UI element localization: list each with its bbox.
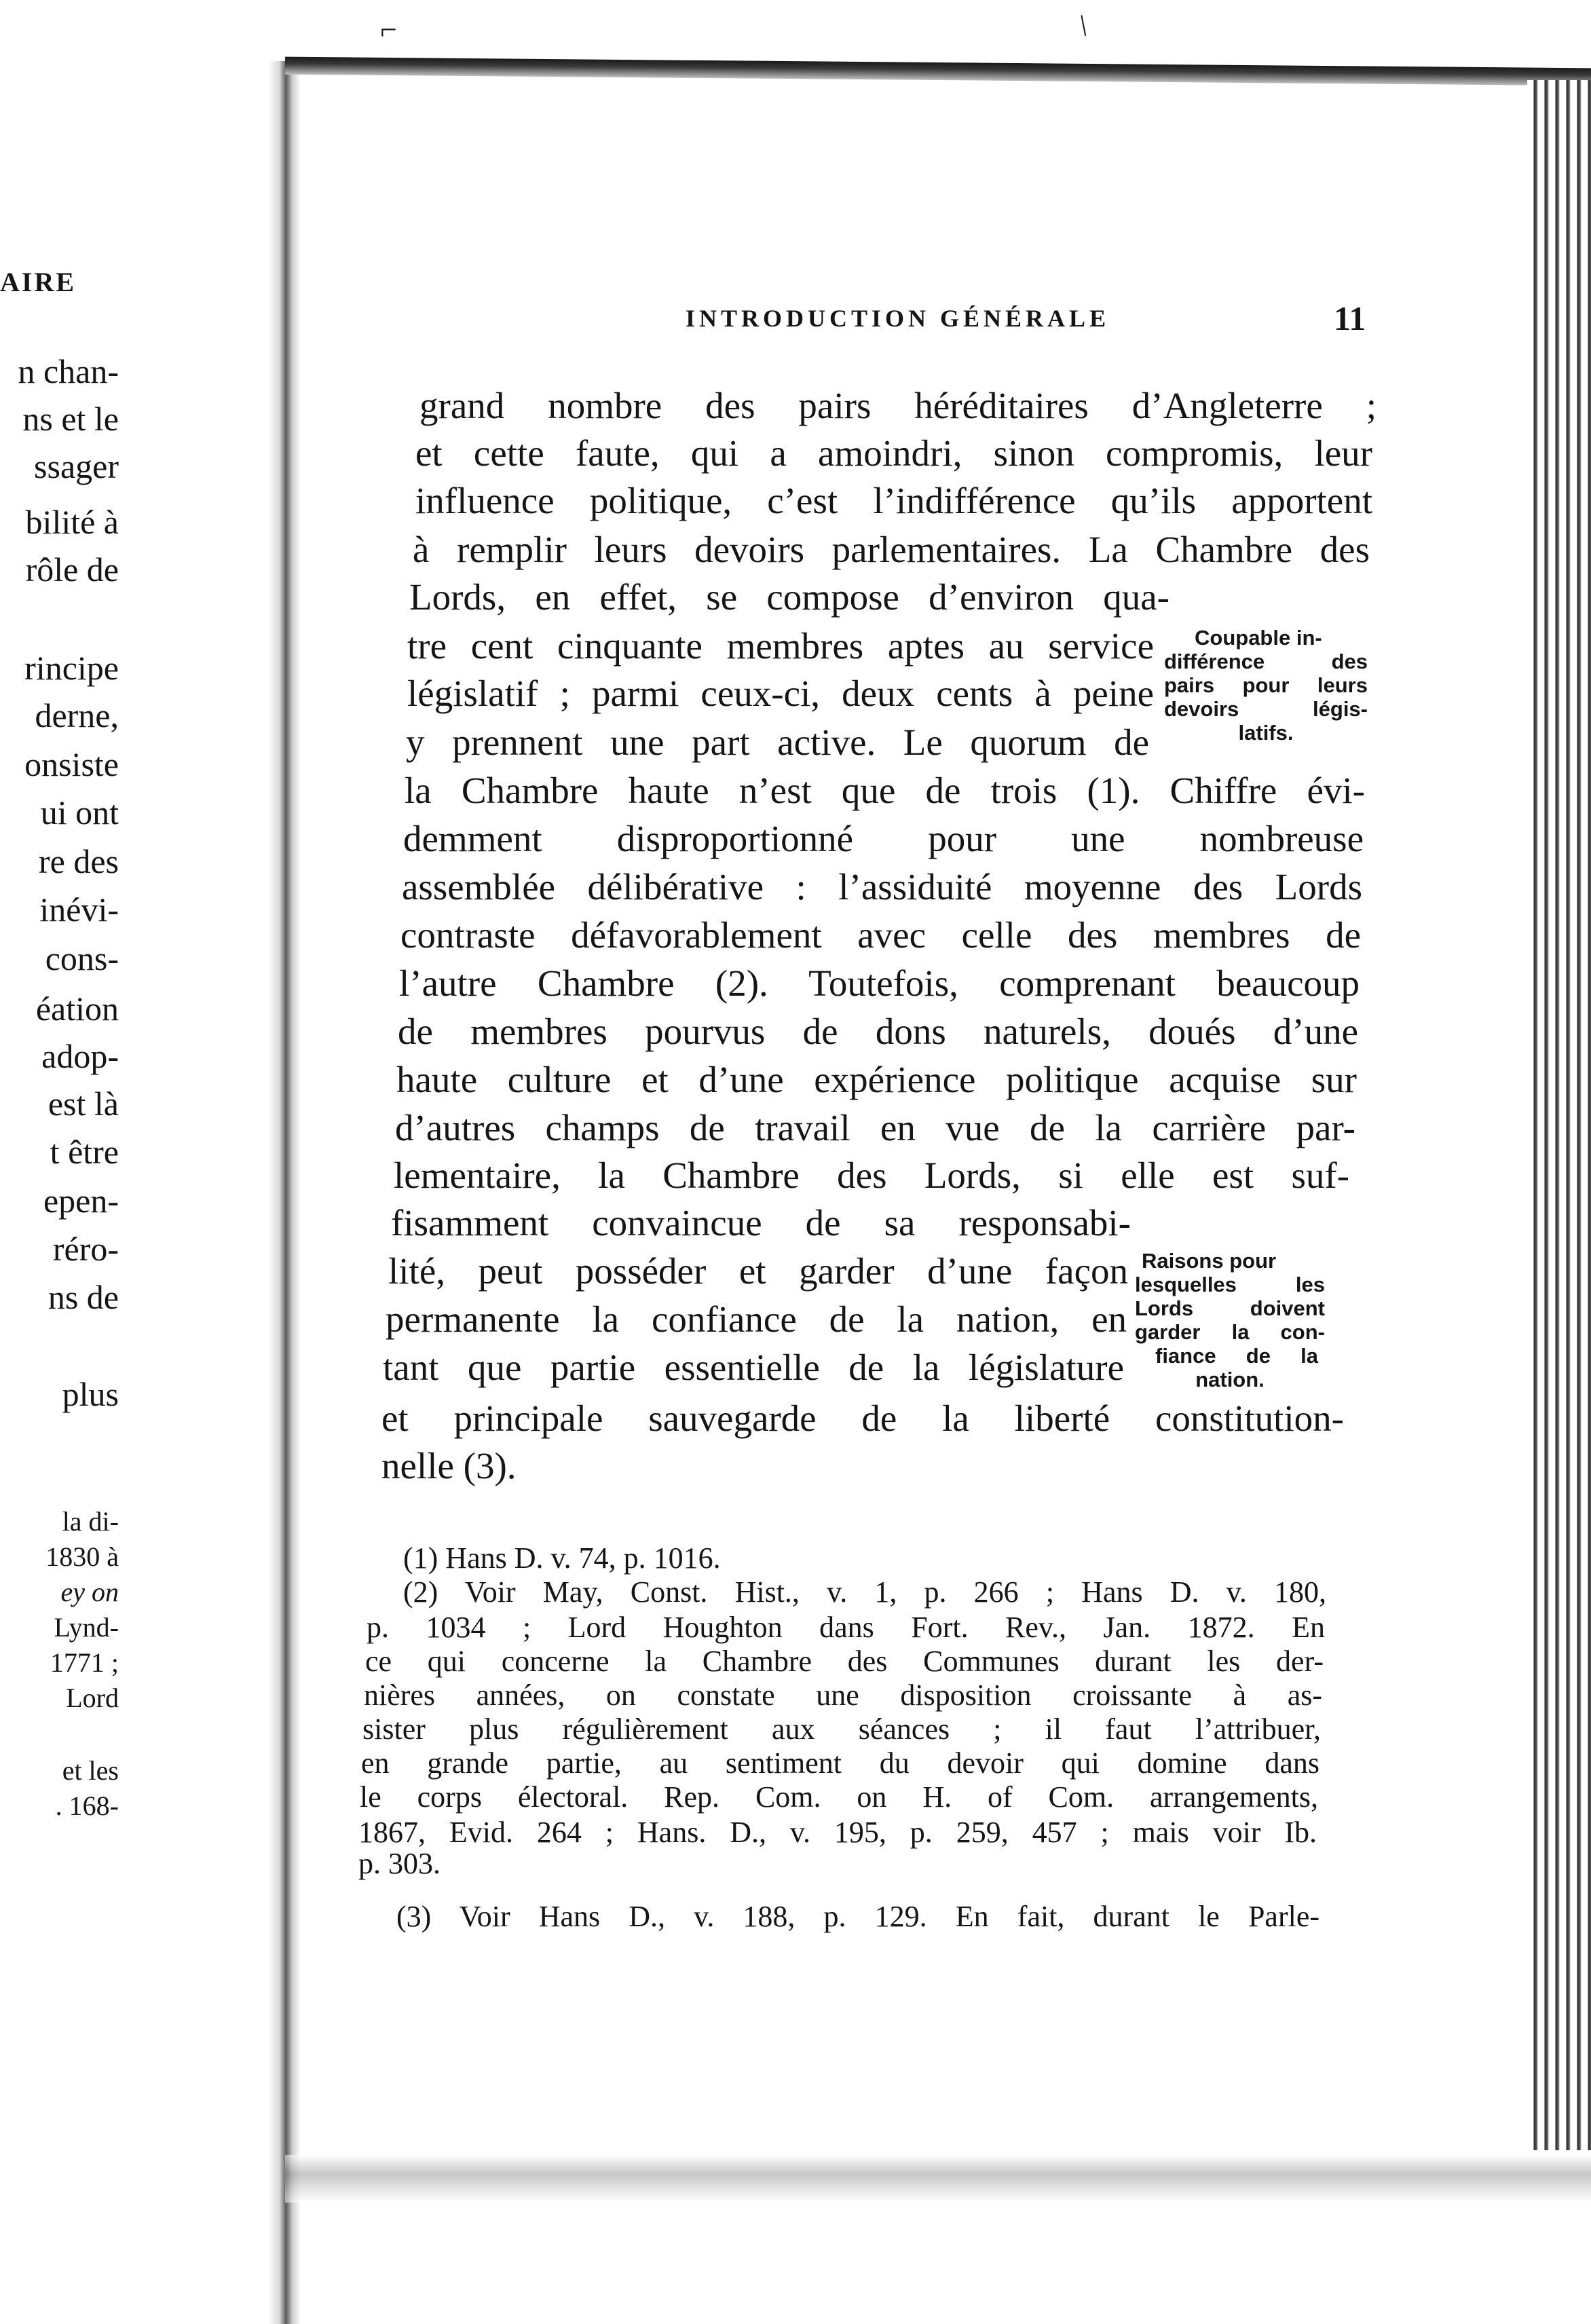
margin-note-line: Lords doivent: [1135, 1296, 1325, 1320]
running-head: INTRODUCTION GÉNÉRALE: [686, 305, 1110, 332]
footnote-line: p. 1034 ; Lord Houghton dans Fort. Rev., Jan. 1872. En: [367, 1611, 1325, 1644]
body-line: assemblée délibérative : l’assiduité moyenne des Lords: [402, 866, 1362, 907]
footnote-line: (3) Voir Hans D., v. 188, p. 129. En fait, durant le Parle-: [396, 1900, 1319, 1933]
page-bottom-edge: [285, 2155, 1591, 2203]
left-line: n chan-: [18, 352, 119, 390]
left-line: re des: [39, 842, 119, 880]
left-line: ui ont: [40, 793, 119, 831]
footnote-line: (2) Voir May, Const. Hist., v. 1, p. 266 ; Hans D. v. 180,: [403, 1575, 1326, 1609]
margin-note-line: latifs.: [1238, 721, 1294, 745]
body-line: l’autre Chambre (2). Toutefois, comprenant beaucoup: [399, 962, 1360, 1004]
body-line: y prennent une part active. Le quorum de: [406, 721, 1149, 763]
body-line: permanente la confiance de la nation, en: [386, 1298, 1127, 1340]
margin-note-line: lesquelles les: [1135, 1273, 1325, 1296]
left-page-fragment: [0, 0, 272, 2324]
body-line: à remplir leurs devoirs parlementaires. La Chambre des: [413, 529, 1370, 570]
body-line: fisamment convaincue de sa responsabi-: [391, 1202, 1131, 1243]
body-line: de membres pourvus de dons naturels, doués d’une: [398, 1011, 1358, 1052]
left-note-line: la di-: [62, 1506, 119, 1537]
margin-note-line: pairs pour leurs: [1164, 673, 1368, 697]
body-line: tre cent cinquante membres aptes au service: [407, 625, 1154, 667]
left-line: derne,: [35, 696, 119, 734]
left-line: rôle de: [25, 550, 119, 588]
margin-note-line: garder la con-: [1135, 1320, 1325, 1344]
left-line: ssager: [34, 447, 119, 485]
left-page-text: [0, 0, 272, 2324]
body-line: la Chambre haute n’est que de trois (1). Chiffre évi-: [405, 770, 1365, 811]
body-line: législatif ; parmi ceux-ci, deux cents à peine: [407, 673, 1154, 714]
left-line: plus: [62, 1375, 119, 1413]
left-note-line: Lynd-: [54, 1612, 119, 1643]
left-note-line: 1771 ;: [50, 1647, 119, 1678]
footnote-line: 1867, Evid. 264 ; Hans. D., v. 195, p. 259, 457 ; mais voir Ib.: [358, 1816, 1317, 1849]
body-line: demment disproportionné pour une nombreuse: [403, 818, 1364, 859]
left-line: adop-: [41, 1037, 119, 1075]
body-line: et cette faute, qui a amoindri, sinon compromis, leur: [415, 432, 1372, 474]
left-line: inévi-: [39, 891, 119, 929]
left-note-line: . 168-: [55, 1791, 119, 1821]
body-line: nelle (3).: [381, 1445, 517, 1486]
margin-note-reasons: [1135, 1249, 1325, 1391]
footnote-line: nières années, on constate une disposition croissante à as-: [364, 1679, 1322, 1712]
body-line: tant que partie essentielle de la législature: [383, 1347, 1124, 1388]
scan-mark-2: /: [1071, 9, 1096, 42]
margin-note-line: différence des: [1164, 650, 1368, 673]
left-note-line: 1830 à: [45, 1541, 119, 1572]
left-note-line: ey on: [60, 1577, 119, 1607]
left-note-line: Lord: [66, 1683, 119, 1713]
footnote-line: sister plus régulièrement aux séances ; il faut l’attribuer,: [362, 1712, 1321, 1746]
body-line: d’autres champs de travail en vue de la carrière par-: [395, 1107, 1355, 1148]
body-line: grand nombre des pairs héréditaires d’Angleterre ;: [419, 385, 1377, 426]
page-number: 11: [1334, 299, 1366, 337]
body-line: lementaire, la Chambre des Lords, si elle est suf-: [394, 1155, 1349, 1196]
footnote-line: en grande partie, au sentiment du devoir qui domine dans: [361, 1746, 1319, 1780]
footnote-line: ce qui concerne la Chambre des Communes durant les der-: [365, 1645, 1324, 1678]
left-line: ns de: [48, 1278, 119, 1316]
left-line: onsiste: [24, 745, 119, 783]
footnote-line: le corps électoral. Rep. Com. on H. of Com. arrangements,: [360, 1780, 1318, 1814]
left-line: bilité à: [25, 503, 119, 541]
margin-note-line: fiance de la: [1155, 1344, 1318, 1368]
body-line: contraste défavorablement avec celle des membres de: [400, 914, 1361, 956]
left-page-running-head: AIRE: [0, 267, 77, 297]
body-line: haute culture et d’une expérience politique acquise sur: [396, 1059, 1357, 1100]
body-line: influence politique, c’est l’indifférence qu’ils apportent: [415, 480, 1372, 521]
scan-mark-1: ⌐: [380, 13, 397, 46]
left-line: rincipe: [24, 649, 119, 687]
left-line: réro-: [52, 1230, 119, 1268]
margin-note-line: Raisons pour: [1142, 1249, 1277, 1273]
footnote-line: p. 303.: [358, 1847, 441, 1880]
left-line: est là: [48, 1085, 119, 1123]
body-line: et principale sauvegarde de la liberté constitution-: [381, 1398, 1344, 1439]
left-note-line: et les: [62, 1755, 119, 1786]
left-line: t être: [50, 1133, 119, 1171]
margin-note-line: Coupable in-: [1195, 626, 1322, 650]
left-line: cons-: [45, 939, 119, 977]
body-line: lité, peut posséder et garder d’une façon: [388, 1250, 1128, 1292]
margin-note-line: devoirs légis-: [1164, 697, 1368, 721]
page-stack-edge: [1527, 80, 1591, 2150]
margin-note-indifference: [1164, 626, 1368, 745]
left-line: éation: [35, 990, 119, 1028]
margin-note-line: nation.: [1195, 1368, 1265, 1391]
left-line: ns et le: [22, 400, 119, 438]
footnote-line: (1) Hans D. v. 74, p. 1016.: [403, 1541, 721, 1575]
body-line: Lords, en effet, se compose d’environ qua-: [409, 576, 1169, 618]
left-line: epen-: [43, 1182, 119, 1220]
